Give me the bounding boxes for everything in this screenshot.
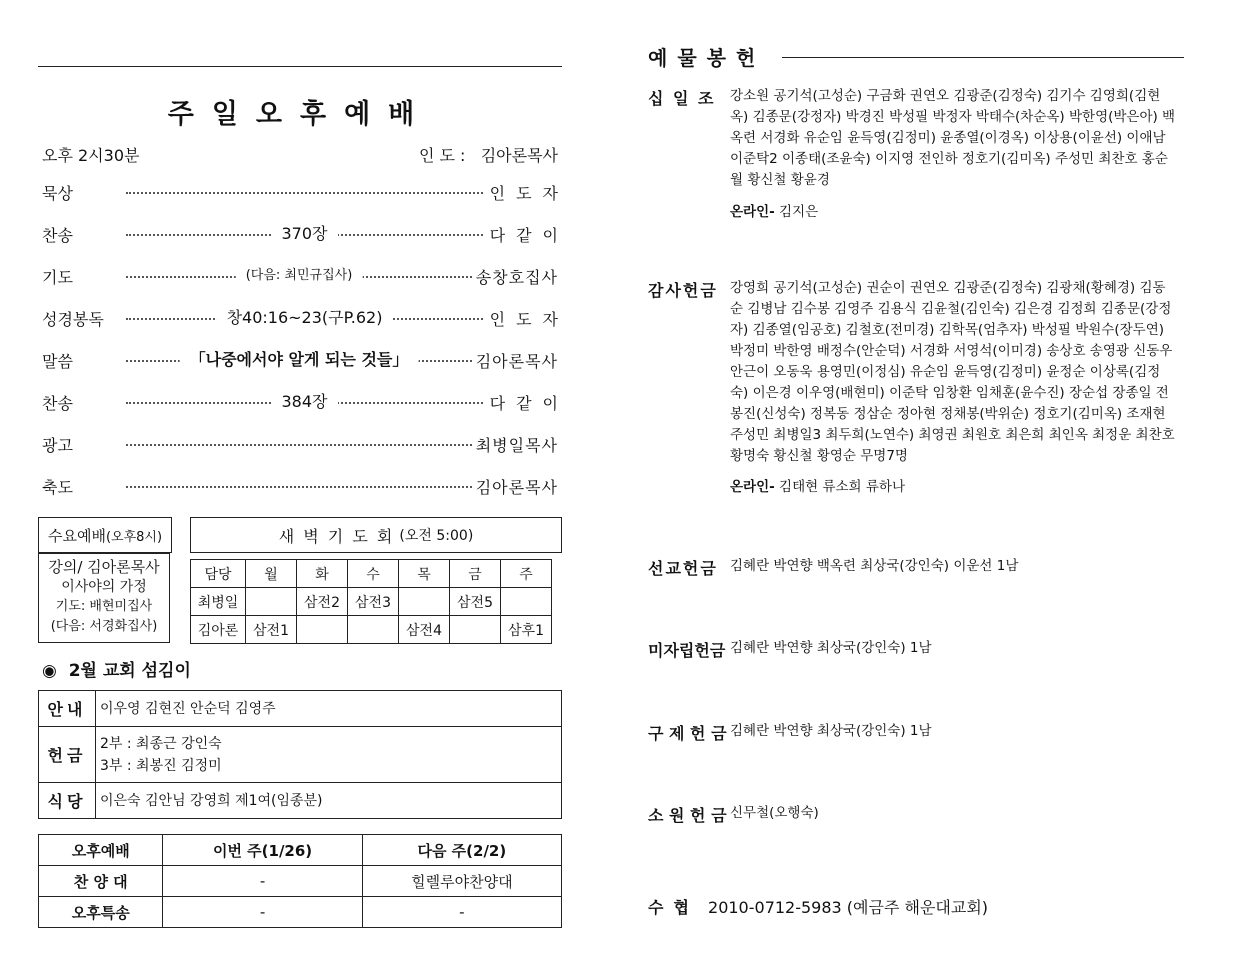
afternoon-cell: - [163,866,362,897]
afternoon-header-cell: 이번 주(1/26) [163,835,362,866]
dawn-header-cell: 담당 [191,560,246,588]
leader-name: 김아론목사 [480,146,558,165]
order-detail: (다음: 최민규집사) [236,264,363,288]
serving-names [96,783,562,819]
dawn-cell: 삼전2 [297,588,348,616]
wednesday-title: 수요예배 [47,526,106,545]
dawn-cell: 삼후1 [501,616,552,644]
bank-account [648,895,988,918]
order-detail: 창40:16~23(구P.62) [217,306,393,330]
order-person: 김아론목사 [475,351,558,371]
afternoon-cell: 찬 양 대 [39,866,163,897]
thanks-online-label: 온라인- [730,479,775,495]
relief-label: 구 제 헌 금 [648,724,727,743]
order-row [42,222,569,246]
serving-title-text: 2월 교회 섬김이 [68,661,191,681]
order-leader-dots [126,180,483,204]
serving-line: 이은숙 김안님 강영희 제1여(임종분) [100,792,323,809]
dawn-header-cell: 금 [450,560,501,588]
order-person: 최병일목사 [475,435,558,455]
serving-line: 2부 : 최종근 강인숙 [100,735,222,752]
thanks-names: 강영희 공기석(고성순) 권순이 권연오 김광준(김정숙) 김광채(황혜경) 김동순 김병남 김수봉 김영주 김용식 김윤철(김인숙) 김은경 김정희 김종문(강정자) 김종열(임공호) 김철호(전미경) 김학목(엄추자) 박성필 박원수(장두연) 박정미 박한영 배정수(안순덕) 서경화 서영석(이미경) 송상호 송영광 신동우 안근이 오동욱 용영민(이정심) 유순임 윤득영(김정미) 윤정순 이상록(김정숙) 이은경 이우영(배현미) 이준탁 임창환 임채훈(윤수진) 장순섭 장종일 전봉진(신성숙) 정복동 정삼순 정아현 정채봉(박위순) 정호기(김미옥) 조재현 주성민 최병일3 최두희(노연수) 최영권 최원호 최은희 최인옥 최정운 최찬호 황명숙 황신철 황영순 무명7명 [730,280,1175,464]
thanks-online-names: 김태현 류소희 류하나 [779,479,905,495]
table-row [191,616,552,644]
serving-role: 헌금 [39,727,96,783]
order-label: 성경봉독 [42,309,104,329]
dawn-cell [348,616,399,644]
unestablished-label: 미자립헌금 [648,641,726,660]
offerings-divider [782,57,1184,58]
tithe-names: 강소원 공기석(고성순) 구금화 권연오 김광준(김정숙) 김기수 김영희(김현옥) 김종문(강정자) 박경진 박성필 박정자 박태수(차순옥) 박한영(박은아) 백옥련 서경화 유순임 윤득영(김정미) 윤종열(이경옥) 이상용(이윤선) 이애남 이준탁2 이종태(조윤숙) 이지영 전인하 정호기(김미옥) 주성민 최찬호 홍순월 황신철 황윤경 [730,88,1176,188]
dawn-header-cell: 화 [297,560,348,588]
dawn-title: 새 벽 기 도 회 [278,526,395,546]
order-detail: 「나중에서야 알게 되는 것들」 [180,348,419,372]
dawn-cell [297,616,348,644]
table-row [39,897,562,928]
afternoon-header-cell: 오후예배 [39,835,163,866]
table-row [39,727,562,783]
order-label: 묵상 [42,183,73,203]
order-leader-dots [126,390,483,414]
order-leader-dots [126,348,472,372]
wednesday-lecture: 강의/ 김아론목사 [48,558,160,576]
dawn-cell: 삼전4 [399,616,450,644]
wednesday-time: (오후8시) [105,529,163,545]
dawn-header-row [191,560,552,588]
dawn-cell [246,588,297,616]
dawn-cell [450,616,501,644]
dawn-cell: 최병일 [191,588,246,616]
wednesday-next: (다음: 서경화집사) [50,619,158,634]
serving-line: 이우영 김현진 안순덕 김영주 [100,700,276,717]
order-leader-dots [126,306,483,330]
order-label: 찬송 [42,225,73,245]
tithe-online [730,200,818,220]
dawn-cell: 김아론 [191,616,246,644]
wish-names: 신무철(오행숙) [730,805,819,821]
afternoon-cell: - [163,897,362,928]
order-leader-dots [126,432,472,456]
order-label: 축도 [42,477,73,497]
dawn-cell [399,588,450,616]
order-row [42,180,569,204]
order-leader-dots [126,474,472,498]
wednesday-service-detail [38,553,170,643]
thanks-label: 감사헌금 [648,281,718,300]
tithe-label: 십 일 조 [648,89,716,108]
dawn-cell: 삼전5 [450,588,501,616]
table-row [39,691,562,727]
order-person: 송창호집사 [475,267,558,287]
afternoon-service-table [38,834,562,928]
order-row [42,348,558,372]
order-leader-dots [126,222,483,246]
order-label: 말씀 [42,351,73,371]
radio-bullet-icon: ◉ [42,661,57,681]
table-row [191,588,552,616]
dawn-cell [501,588,552,616]
service-time: 오후 2시30분 [42,146,140,165]
dawn-header-cell: 주 [501,560,552,588]
afternoon-header-cell: 다음 주(2/2) [362,835,561,866]
order-row [42,264,558,288]
wednesday-service-header [38,517,172,553]
afternoon-cell: 오후특송 [39,897,163,928]
serving-role: 식당 [39,783,96,819]
order-person: 인도자 [489,183,569,203]
order-row [42,432,558,456]
serving-line: 3부 : 최봉진 김정미 [100,757,222,774]
serving-title [42,656,191,681]
order-label: 광고 [42,435,73,455]
order-person: 다같이 [489,393,569,413]
table-row [39,866,562,897]
dawn-header-cell: 수 [348,560,399,588]
dotted-leader [126,486,472,488]
tithe-online-names: 김지은 [779,204,819,220]
mission-label: 선교헌금 [648,559,718,578]
dawn-header-cell: 목 [399,560,450,588]
order-label: 찬송 [42,393,73,413]
dotted-leader [126,444,472,446]
top-divider [38,66,562,67]
bank-label: 수협 [648,898,699,917]
order-row [42,474,558,498]
unestablished-names: 김혜란 박연향 최상국(강인숙) 1남 [730,640,932,656]
thanks-online [730,475,905,495]
wednesday-prayer: 기도: 배현미집사 [55,599,153,614]
tithe-online-label: 온라인- [730,204,775,220]
order-row [42,390,569,414]
order-row [42,306,569,330]
serving-names [96,691,562,727]
order-person: 김아론목사 [475,477,558,497]
dotted-leader [126,192,483,194]
dawn-prayer-header [190,517,562,553]
serving-names [96,727,562,783]
order-label: 기도 [42,267,73,287]
afternoon-cell: - [362,897,561,928]
serving-table [38,690,562,819]
mission-names: 김혜란 박연향 백옥련 최상국(강인숙) 이운선 1남 [730,558,1019,574]
wednesday-topic: 이사야의 가정 [61,579,147,595]
serving-role: 안내 [39,691,96,727]
order-leader-dots [126,264,472,288]
dawn-header-cell: 월 [246,560,297,588]
afternoon-header-row [39,835,562,866]
service-title: 주일오후예배 [167,99,433,130]
service-leader [419,143,558,166]
wish-label: 소 원 헌 금 [648,806,727,825]
relief-names: 김혜란 박연향 최상국(강인숙) 1남 [730,723,932,739]
leader-label: 인 도 : [418,146,466,165]
dawn-prayer-table [190,559,552,644]
dawn-time: (오전 5:00) [399,528,474,544]
bank-account-number: 2010-0712-5983 (예금주 해운대교회) [708,898,989,917]
order-person: 다같이 [489,225,569,245]
offerings-title: 예물봉헌 [648,46,766,70]
order-person: 인도자 [489,309,569,329]
afternoon-cell: 힐렐루야찬양대 [362,866,561,897]
dawn-cell: 삼전3 [348,588,399,616]
order-detail: 370장 [272,222,338,246]
dawn-cell: 삼전1 [246,616,297,644]
order-detail: 384장 [272,390,338,414]
table-row [39,783,562,819]
